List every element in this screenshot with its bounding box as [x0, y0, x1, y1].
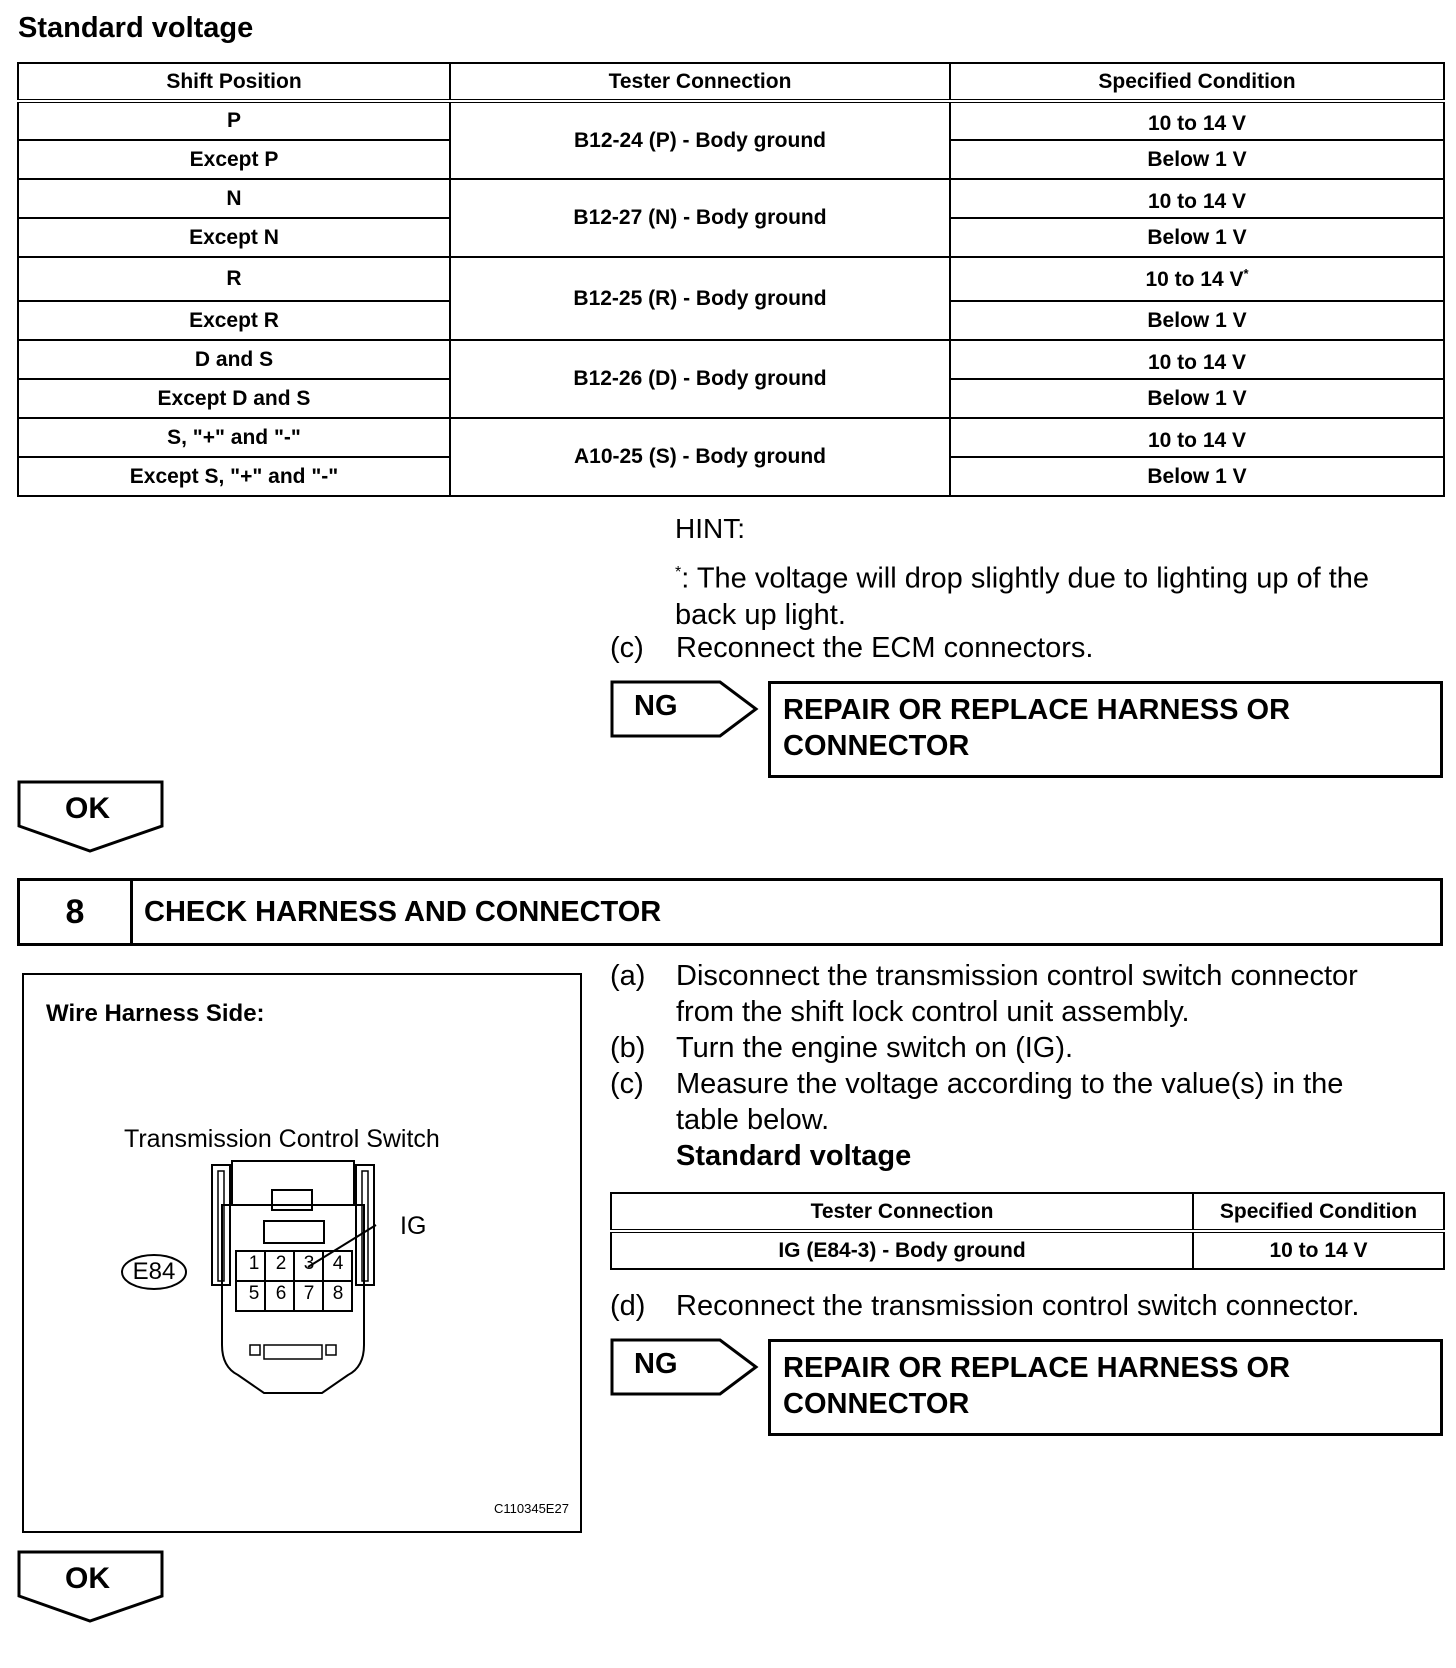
ng-label: NG [634, 1348, 678, 1380]
pin-number: 1 [248, 1253, 260, 1274]
ng-action-box [768, 1339, 1443, 1436]
ng-arrow-tag [610, 1338, 760, 1398]
section-number: 8 [20, 881, 133, 943]
col-header-tester-connection: Tester Connection [611, 1193, 1193, 1231]
step-reconnect-switch: (d) Reconnect the transmission control switch connector. [610, 1290, 1360, 1322]
step-engine-switch-on: (b) Turn the engine switch on (IG). [610, 1032, 1074, 1064]
shift-position-cell: Except N [18, 218, 450, 257]
figure-id: C110345E27 [494, 1501, 569, 1516]
ng-action-text: REPAIR OR REPLACE HARNESS OR [783, 1352, 1291, 1384]
hint-text: *: The voltage will drop slightly due to lighting up of the back up light. [675, 562, 1370, 631]
shift-position-cell: P [18, 101, 450, 140]
specified-condition-cell: Below 1 V [950, 140, 1444, 179]
col-header-tester-connection: Tester Connection [450, 63, 950, 101]
ig-voltage-table [610, 1192, 1445, 1270]
ng-arrow-tag [610, 680, 760, 740]
specified-condition-cell: 10 to 14 V [950, 179, 1444, 218]
specified-condition-cell: Below 1 V [950, 301, 1444, 340]
pin-number: 7 [303, 1283, 315, 1304]
tester-connection-cell: B12-26 (D) - Body ground [450, 340, 950, 418]
ng-action-text: REPAIR OR REPLACE HARNESS OR [783, 694, 1291, 726]
step-disconnect-connector: (a) Disconnect the transmission control switch connector from the shift lock control unit assembly. [610, 960, 1358, 1028]
shift-position-cell: Except D and S [18, 379, 450, 418]
section-header [17, 878, 1443, 946]
specified-condition-cell: 10 to 14 V [950, 340, 1444, 379]
connector-code: E84 [132, 1258, 176, 1285]
figure-title: Wire Harness Side: [46, 1000, 265, 1027]
ng-action-text: CONNECTOR [783, 1388, 970, 1420]
ng-action-text: CONNECTOR [783, 730, 970, 762]
step-reconnect-ecm: (c) Reconnect the ECM connectors. [610, 632, 1094, 664]
section-title: CHECK HARNESS AND CONNECTOR [144, 896, 662, 928]
terminal-label: IG [400, 1212, 427, 1240]
connector-figure [22, 973, 582, 1533]
connector-name: Transmission Control Switch [124, 1125, 440, 1153]
pin-number: 8 [332, 1283, 344, 1304]
col-header-specified-condition: Specified Condition [950, 63, 1444, 101]
step-measure-voltage: (c) Measure the voltage according to the value(s) in the table below. [610, 1068, 1344, 1136]
shift-position-cell: D and S [18, 340, 450, 379]
shift-position-cell: Except P [18, 140, 450, 179]
shift-position-cell: Except R [18, 301, 450, 340]
col-header-specified-condition: Specified Condition [1193, 1193, 1444, 1231]
footnote-marker: * [1243, 266, 1249, 281]
specified-condition-cell: 10 to 14 V [950, 101, 1444, 140]
standard-voltage-heading: Standard voltage [18, 12, 254, 44]
shift-position-cell: S, "+" and "-" [18, 418, 450, 457]
specified-condition-cell: 10 to 14 V [1193, 1231, 1444, 1269]
tester-connection-cell: A10-25 (S) - Body ground [450, 418, 950, 496]
pin-number: 6 [275, 1283, 287, 1304]
ok-label: OK [65, 1562, 110, 1595]
hint-label: HINT: [675, 513, 745, 544]
specified-condition-cell: Below 1 V [950, 379, 1444, 418]
specified-condition-cell: 10 to 14 V [950, 418, 1444, 457]
tester-connection-cell: B12-25 (R) - Body ground [450, 257, 950, 340]
shift-position-cell: Except S, "+" and "-" [18, 457, 450, 496]
ok-label: OK [65, 792, 110, 825]
connector-diagram [24, 1095, 580, 1515]
pin-number: 5 [248, 1283, 260, 1304]
pin-number: 2 [275, 1253, 287, 1274]
pin-number: 3 [303, 1253, 315, 1274]
specified-condition-cell: Below 1 V [950, 218, 1444, 257]
tester-connection-cell: B12-27 (N) - Body ground [450, 179, 950, 257]
tester-connection-cell: B12-24 (P) - Body ground [450, 101, 950, 179]
specified-condition-cell: Below 1 V [950, 457, 1444, 496]
tester-connection-cell: IG (E84-3) - Body ground [611, 1231, 1193, 1269]
pin-number: 4 [332, 1253, 344, 1274]
shift-position-voltage-table [17, 62, 1445, 497]
ng-label: NG [634, 690, 678, 722]
ng-action-box [768, 681, 1443, 778]
shift-position-cell: N [18, 179, 450, 218]
footnote-marker: * [675, 564, 682, 581]
col-header-shift-position: Shift Position [18, 63, 450, 101]
specified-condition-cell: 10 to 14 V* [950, 257, 1444, 301]
shift-position-cell: R [18, 257, 450, 301]
standard-voltage-subheading: Standard voltage [676, 1140, 912, 1172]
